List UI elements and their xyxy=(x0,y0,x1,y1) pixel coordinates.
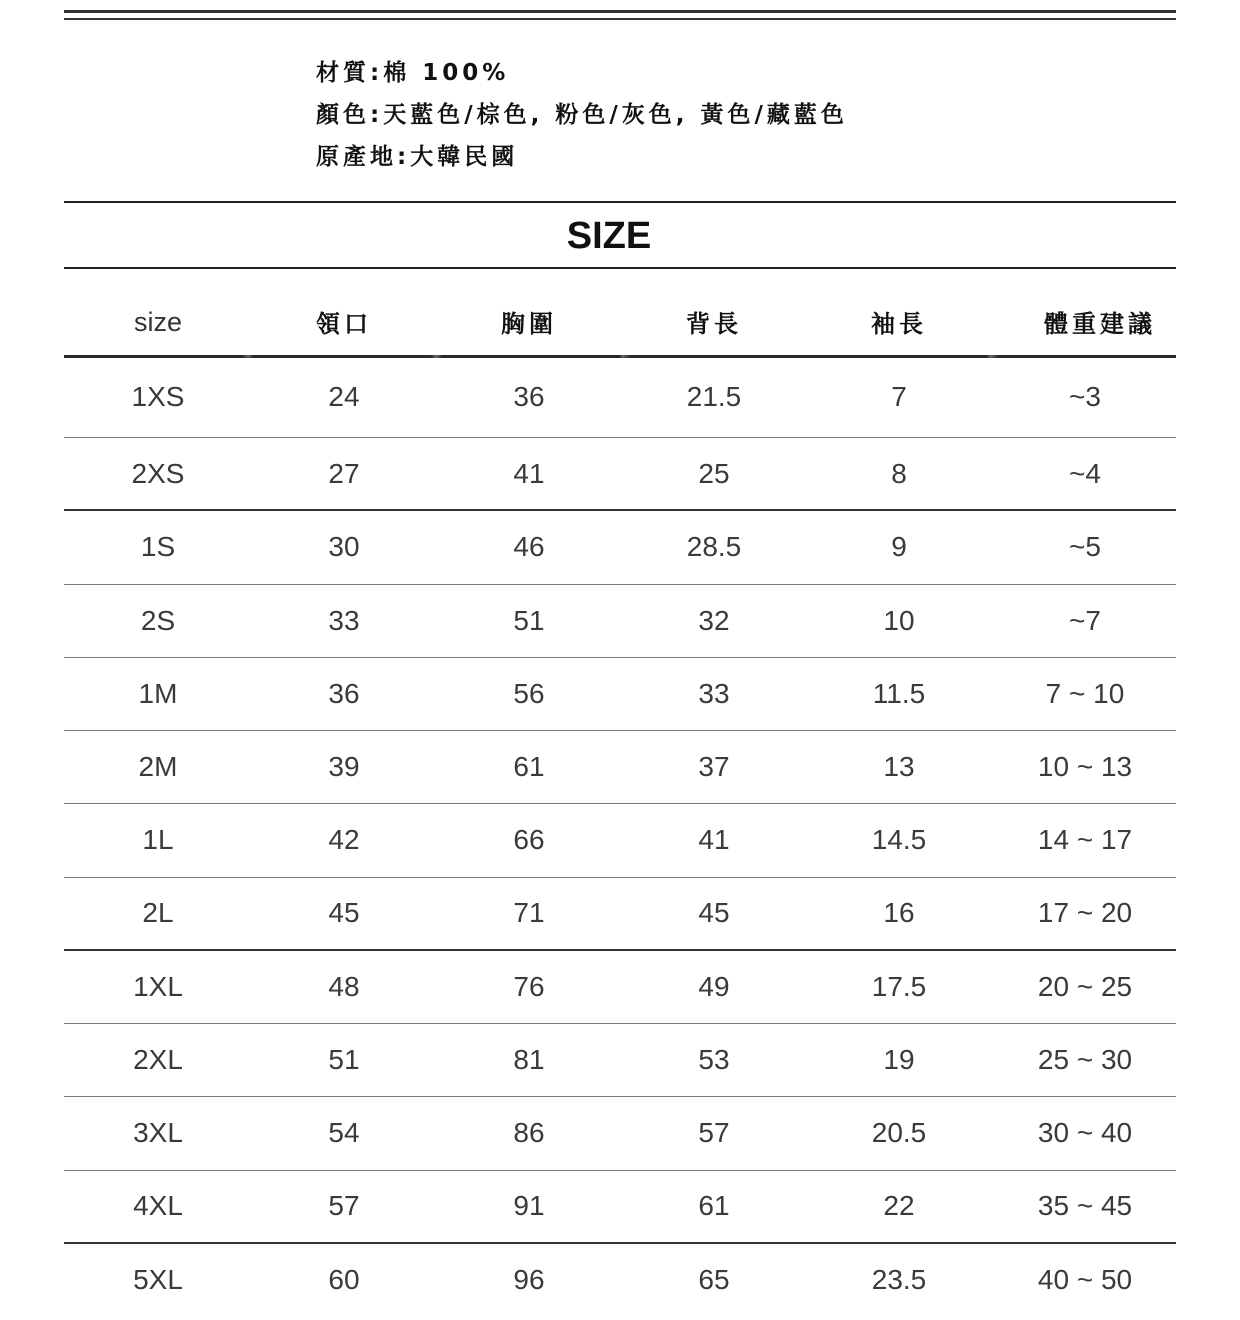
table-cell: 96 xyxy=(513,1264,545,1296)
size-label-cell: 2XS xyxy=(131,457,185,489)
table-row xyxy=(64,658,1176,731)
table-cell: 61 xyxy=(698,1190,730,1222)
size-label-cell: 1S xyxy=(140,531,176,563)
table-cell: 41 xyxy=(698,824,730,856)
size-label-cell: 5XL xyxy=(133,1264,183,1296)
table-cell: 42 xyxy=(328,824,360,856)
table-cell: 81 xyxy=(513,1044,545,1076)
table-row xyxy=(64,357,1176,438)
table-cell: 46 xyxy=(513,531,545,563)
table-cell: 14 ~ 17 xyxy=(1037,824,1133,856)
table-row xyxy=(64,511,1176,584)
table-cell: 91 xyxy=(513,1190,545,1222)
table-cell: 11.5 xyxy=(872,677,926,709)
table-cell: 33 xyxy=(328,604,360,636)
table-cell: 76 xyxy=(513,970,545,1002)
size-label-cell: 1L xyxy=(142,824,174,856)
table-cell: 17 ~ 20 xyxy=(1037,897,1133,929)
table-cell: 7 xyxy=(891,381,907,412)
table-row xyxy=(64,1171,1176,1244)
table-cell: 24 xyxy=(328,381,360,412)
table-cell: 51 xyxy=(328,1044,360,1076)
table-cell: 8 xyxy=(891,457,907,489)
size-label-cell: 2M xyxy=(138,751,178,783)
table-cell: 71 xyxy=(513,897,545,929)
table-cell: 39 xyxy=(328,751,360,783)
table-cell: 57 xyxy=(698,1117,730,1149)
table-row xyxy=(64,731,1176,804)
header-size: size xyxy=(133,307,182,337)
table-cell: ~4 xyxy=(1069,457,1101,489)
size-label-cell: 2S xyxy=(140,604,176,636)
table-cell: ~3 xyxy=(1069,381,1101,412)
table-cell: 86 xyxy=(513,1117,545,1149)
table-cell: 9 xyxy=(891,531,907,563)
top-divider xyxy=(64,10,1176,13)
table-cell: 66 xyxy=(513,824,545,856)
table-cell: 36 xyxy=(328,677,360,709)
table-cell: 48 xyxy=(328,970,360,1002)
size-label-cell: 1XL xyxy=(133,970,183,1002)
table-row xyxy=(64,438,1176,511)
table-cell: 25 ~ 30 xyxy=(1037,1044,1133,1076)
size-label-cell: 2XL xyxy=(133,1044,183,1076)
table-cell: 56 xyxy=(513,677,545,709)
table-cell: 32 xyxy=(698,604,730,636)
table-row xyxy=(64,1024,1176,1097)
table-header-row xyxy=(64,285,1176,357)
table-cell: ~5 xyxy=(1069,531,1101,563)
size-label-cell: 3XL xyxy=(133,1117,183,1149)
table-cell: 14.5 xyxy=(871,824,927,856)
header-weight-suggestion: 體重建議 xyxy=(1044,310,1156,338)
table-cell: 22 xyxy=(883,1190,915,1222)
table-cell: 19 xyxy=(883,1044,915,1076)
table-cell: 40 ~ 50 xyxy=(1037,1264,1133,1296)
table-cell: 28.5 xyxy=(686,531,742,563)
table-cell: 25 xyxy=(698,457,730,489)
header-back-length: 背長 xyxy=(686,310,742,338)
table-cell: 54 xyxy=(328,1117,360,1149)
table-cell: 51 xyxy=(513,604,545,636)
size-title: SIZE xyxy=(566,215,652,257)
material-text: 材質:棉 100% xyxy=(316,60,510,86)
table-cell: 20.5 xyxy=(871,1117,927,1149)
table-cell: 33 xyxy=(698,677,730,709)
table-body xyxy=(64,357,1176,1317)
table-cell: 21.5 xyxy=(686,381,742,412)
table-cell: 16 xyxy=(883,897,915,929)
table-cell: 53 xyxy=(698,1044,730,1076)
table-cell: 17.5 xyxy=(871,970,927,1002)
table-row xyxy=(64,1097,1176,1170)
table-cell: 20 ~ 25 xyxy=(1037,970,1133,1002)
header-chest: 胸圍 xyxy=(501,310,557,338)
table-cell: 60 xyxy=(328,1264,360,1296)
table-cell: 61 xyxy=(513,751,545,783)
table-cell: 41 xyxy=(513,457,545,489)
table-row xyxy=(64,804,1176,877)
size-label-cell: 4XL xyxy=(133,1190,183,1222)
table-cell: 27 xyxy=(328,457,360,489)
header-sleeve-length: 袖長 xyxy=(871,310,927,338)
table-cell: 30 ~ 40 xyxy=(1037,1117,1133,1149)
table-row xyxy=(64,585,1176,658)
table-row xyxy=(64,878,1176,951)
table-cell: 65 xyxy=(698,1264,730,1296)
table-cell: 35 ~ 45 xyxy=(1037,1190,1133,1222)
table-cell: ~7 xyxy=(1069,604,1101,636)
table-cell: 57 xyxy=(328,1190,360,1222)
origin-text: 原產地:大韓民國 xyxy=(316,144,519,170)
size-label-cell: 1XS xyxy=(131,381,185,412)
table-cell: 45 xyxy=(328,897,360,929)
table-row xyxy=(64,951,1176,1024)
table-cell: 45 xyxy=(698,897,730,929)
table-row xyxy=(64,1244,1176,1317)
table-cell: 10 xyxy=(883,604,915,636)
table-cell: 13 xyxy=(883,751,915,783)
top-divider-secondary xyxy=(64,18,1176,20)
size-label-cell: 1M xyxy=(138,677,178,709)
table-cell: 7 ~ 10 xyxy=(1045,677,1125,709)
table-cell: 23.5 xyxy=(871,1264,927,1296)
size-label-cell: 2L xyxy=(142,897,174,929)
table-cell: 37 xyxy=(698,751,730,783)
colors-text: 顏色:天藍色/棕色, 粉色/灰色, 黃色/藏藍色 xyxy=(316,102,848,128)
size-heading-band xyxy=(64,201,1176,269)
header-neck: 領口 xyxy=(316,310,372,338)
table-cell: 36 xyxy=(513,381,545,412)
size-table xyxy=(64,285,1176,1317)
table-cell: 10 ~ 13 xyxy=(1037,751,1133,783)
table-cell: 30 xyxy=(328,531,360,563)
table-cell: 49 xyxy=(698,970,730,1002)
product-info xyxy=(316,56,848,182)
